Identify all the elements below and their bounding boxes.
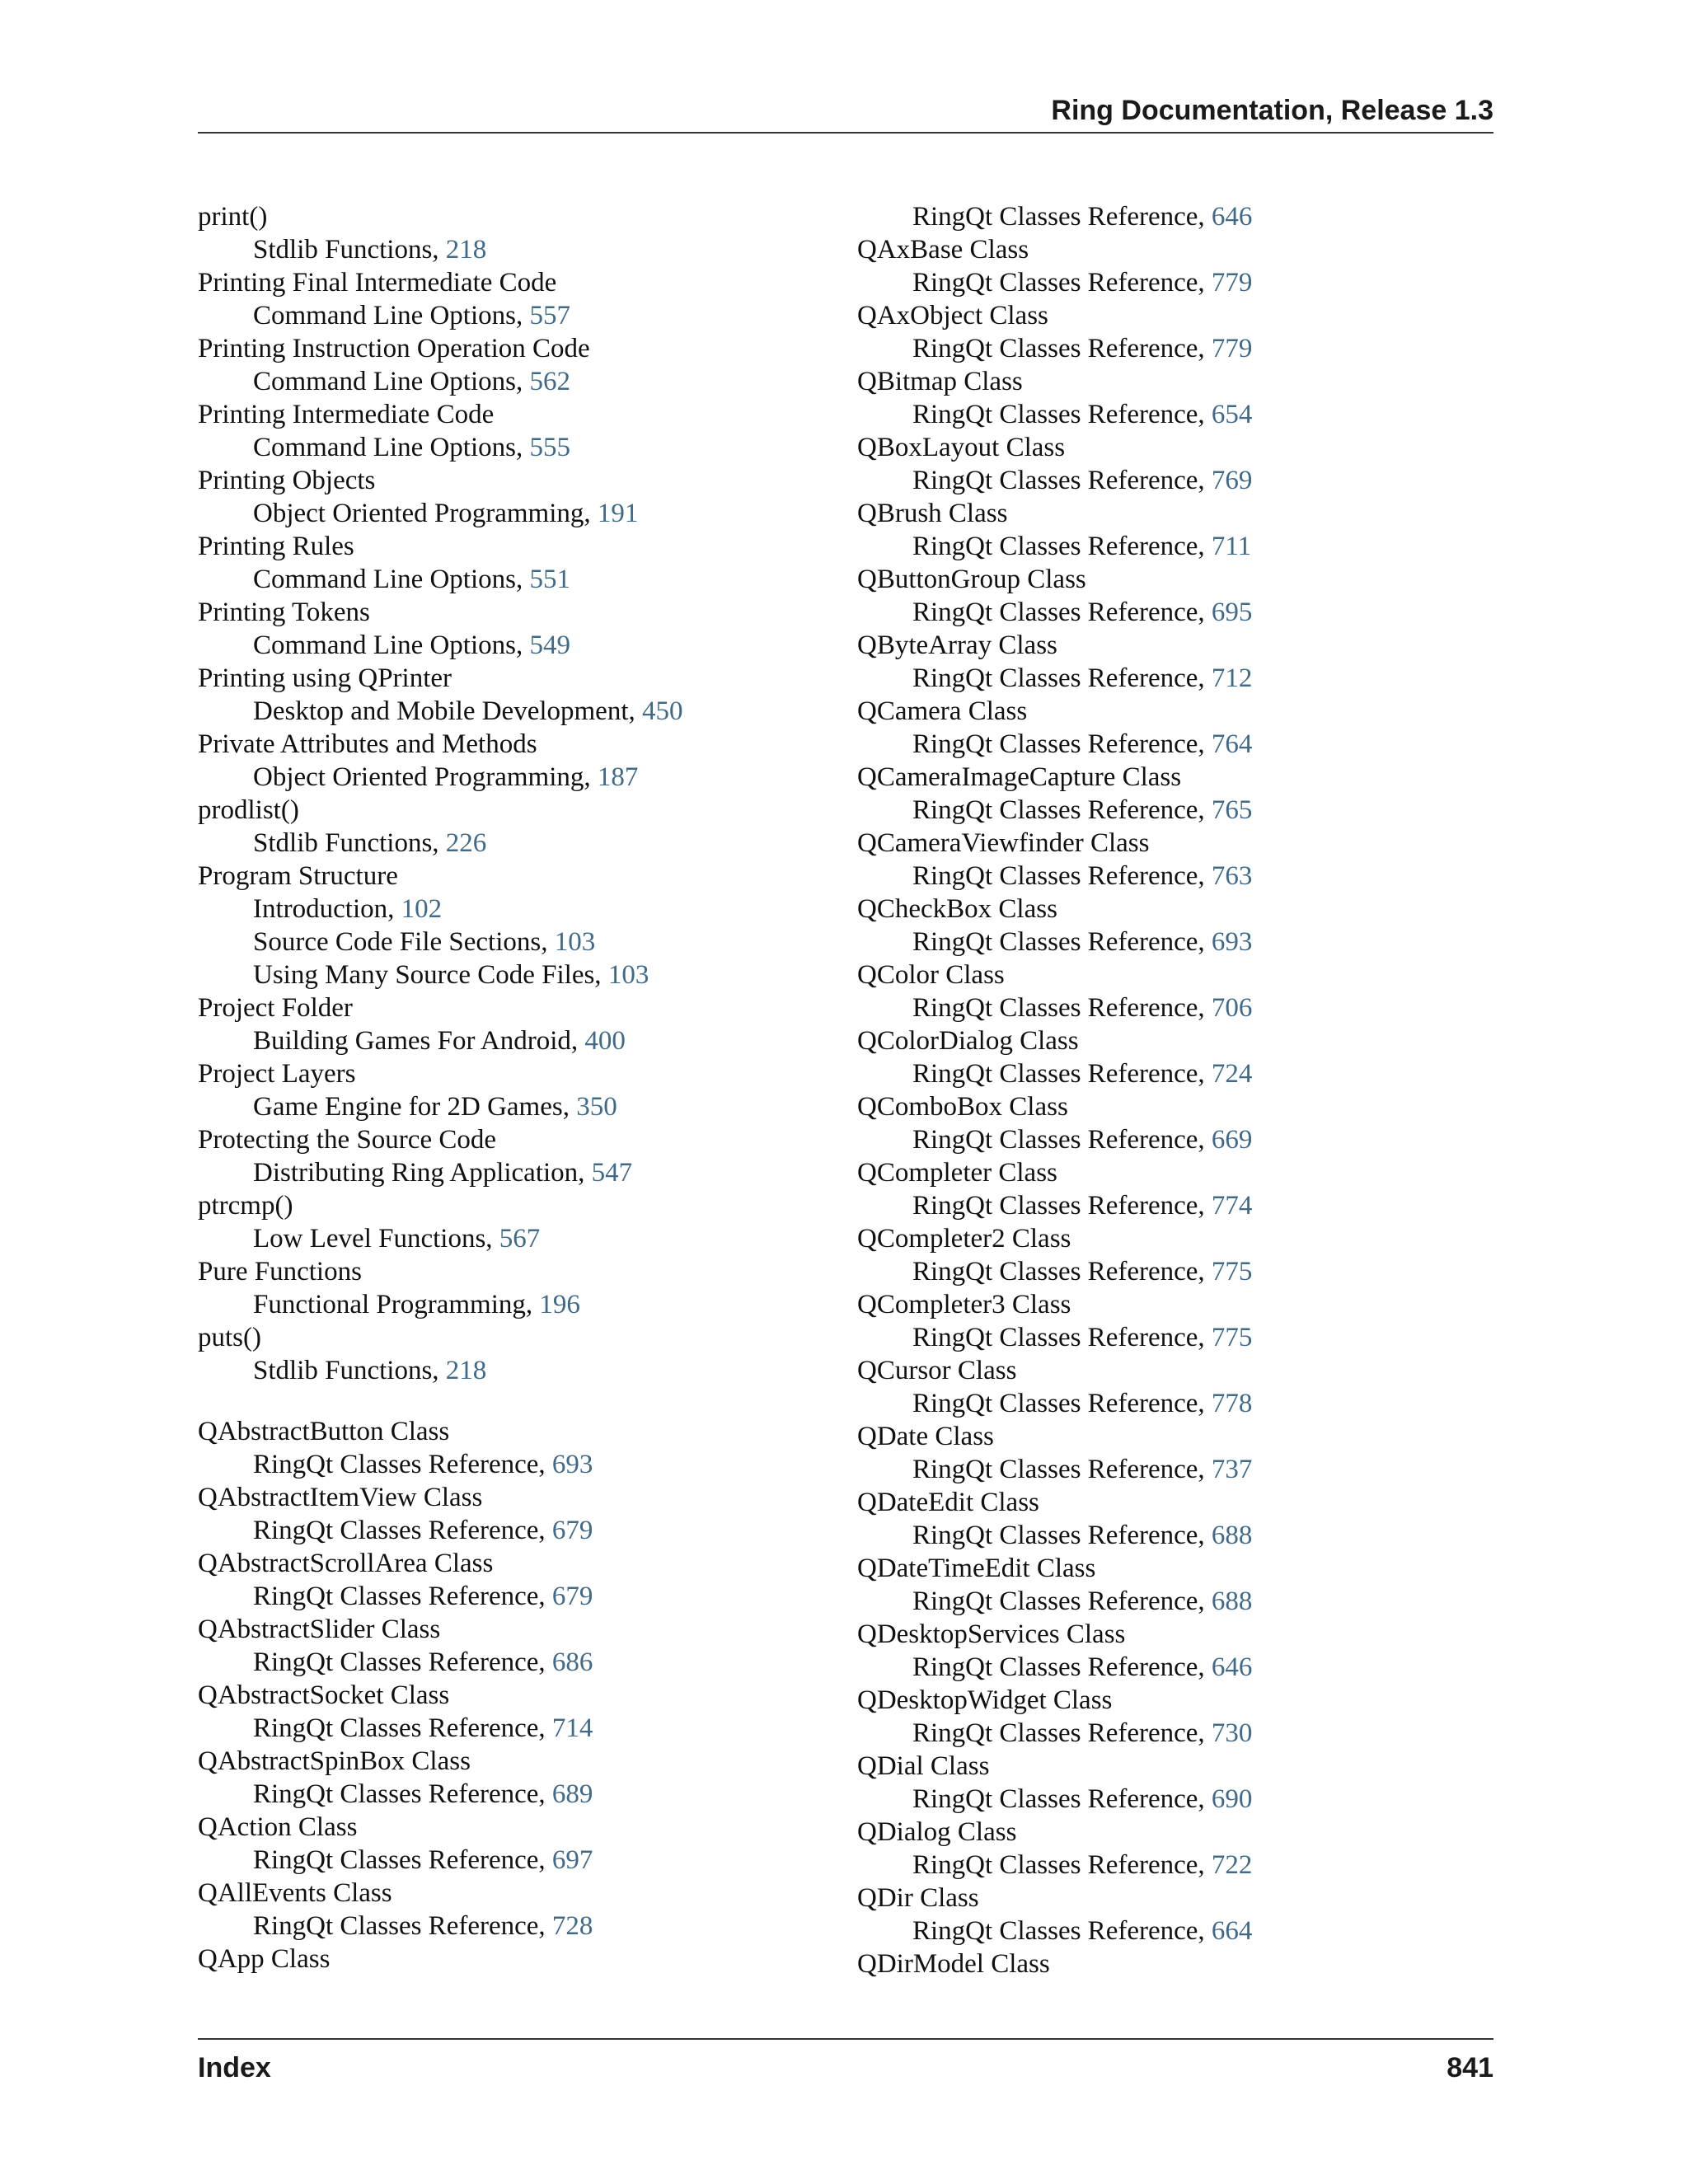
page-reference-link[interactable]: 567 [499, 1224, 541, 1254]
footer-section-label: Index [198, 2052, 271, 2083]
entry-term: Printing Tokens [198, 598, 370, 627]
page-reference-link[interactable]: 774 [1211, 1191, 1253, 1221]
entry-term: QDesktopServices Class [857, 1619, 1126, 1649]
page-reference-link[interactable]: 778 [1211, 1389, 1253, 1418]
index-subentry [857, 1519, 1484, 1552]
index-entry [198, 1415, 824, 1448]
page-reference-link[interactable]: 693 [551, 1450, 593, 1479]
page-reference-link[interactable]: 218 [445, 1356, 487, 1385]
index-subentry [198, 1024, 824, 1057]
page-reference-link[interactable]: 102 [401, 894, 443, 924]
page-reference-link[interactable]: 724 [1211, 1059, 1253, 1089]
entry-term: Printing using QPrinter [198, 663, 452, 693]
subentry-label: RingQt Classes Reference, [912, 1718, 1212, 1748]
page-reference-link[interactable]: 555 [529, 433, 570, 462]
subentry-label: Object Oriented Programming, [253, 762, 598, 792]
index-entry [857, 431, 1484, 464]
index-subentry [198, 1448, 824, 1481]
page-reference-link[interactable]: 191 [597, 499, 639, 528]
page-reference-link[interactable]: 722 [1211, 1850, 1253, 1880]
subentry-label: Using Many Source Code Files, [253, 960, 608, 990]
entry-term: QCompleter3 Class [857, 1290, 1071, 1319]
entry-term: QBrush Class [857, 499, 1008, 528]
page-reference-link[interactable]: 712 [1211, 663, 1253, 693]
index-subentry [198, 893, 824, 926]
index-subentry [198, 926, 824, 958]
subentry-label: RingQt Classes Reference, [912, 1586, 1212, 1616]
subentry-label: RingQt Classes Reference, [912, 663, 1212, 693]
page-reference-link[interactable]: 679 [551, 1516, 593, 1545]
page-reference-link[interactable]: 400 [584, 1026, 626, 1056]
entry-term: QButtonGroup Class [857, 565, 1086, 594]
subentry-label: RingQt Classes Reference, [912, 861, 1212, 891]
entry-term: QDir Class [857, 1883, 979, 1913]
page-reference-link[interactable]: 549 [529, 630, 570, 660]
entry-term: QAxBase Class [857, 235, 1029, 265]
subentry-label: Distributing Ring Application, [253, 1158, 592, 1188]
index-subentry [857, 1321, 1484, 1354]
entry-term: prodlist() [198, 795, 299, 825]
index-subentry [857, 926, 1484, 958]
subentry-label: RingQt Classes Reference, [912, 927, 1212, 957]
entry-term: QDial Class [857, 1751, 990, 1781]
page-reference-link[interactable]: 226 [445, 828, 487, 858]
index-subentry [198, 299, 824, 332]
entry-term: QColor Class [857, 960, 1005, 990]
page-reference-link[interactable]: 646 [1211, 1652, 1253, 1682]
subentry-label: RingQt Classes Reference, [912, 1059, 1212, 1089]
index-entry [857, 1486, 1484, 1519]
entry-term: QCompleter2 Class [857, 1224, 1071, 1254]
index-entry [857, 365, 1484, 398]
entry-term: QDirModel Class [857, 1949, 1050, 1979]
index-entry [198, 1123, 824, 1156]
subentry-label: RingQt Classes Reference, [253, 1647, 552, 1677]
index-entry [857, 1222, 1484, 1255]
subentry-label: RingQt Classes Reference, [912, 1784, 1212, 1814]
subentry-label: Desktop and Mobile Development, [253, 696, 642, 726]
index-subentry [857, 1453, 1484, 1486]
entry-term: Printing Intermediate Code [198, 400, 495, 429]
index-subentry [198, 497, 824, 530]
page-reference-link[interactable]: 688 [1211, 1586, 1253, 1616]
index-subentry [857, 794, 1484, 827]
entry-term: Protecting the Source Code [198, 1125, 497, 1155]
entry-term: QAbstractItemView Class [198, 1483, 483, 1512]
index-subentry [857, 1783, 1484, 1816]
entry-term: Pure Functions [198, 1257, 362, 1286]
page-reference-link[interactable]: 775 [1211, 1257, 1253, 1286]
subentry-label: RingQt Classes Reference, [912, 334, 1212, 363]
index-entry [198, 991, 824, 1024]
subentry-label: RingQt Classes Reference, [912, 466, 1212, 495]
index-entry [198, 1481, 824, 1514]
page-reference-link[interactable]: 688 [1211, 1521, 1253, 1550]
entry-term: QCamera Class [857, 696, 1028, 726]
entry-term: QDate Class [857, 1422, 994, 1451]
entry-term: QAxObject Class [857, 301, 1048, 330]
subentry-label: RingQt Classes Reference, [912, 1125, 1212, 1155]
index-entry [857, 695, 1484, 728]
subentry-label: RingQt Classes Reference, [912, 729, 1212, 759]
entry-term: QDateTimeEdit Class [857, 1554, 1096, 1583]
index-entry [198, 1057, 824, 1090]
page-footer [198, 2038, 1493, 2088]
page-number: 841 [1447, 2052, 1493, 2083]
index-subentry [857, 728, 1484, 761]
subentry-label: Stdlib Functions, [253, 828, 446, 858]
index-entry [198, 1943, 824, 1975]
subentry-label: RingQt Classes Reference, [912, 1257, 1212, 1286]
index-subentry [198, 958, 824, 991]
subentry-label: RingQt Classes Reference, [912, 1652, 1212, 1682]
index-entry [857, 1750, 1484, 1783]
index-subentry [198, 1514, 824, 1547]
entry-term: QAction Class [198, 1812, 358, 1842]
entry-term: Printing Final Intermediate Code [198, 268, 557, 298]
subentry-label: RingQt Classes Reference, [912, 202, 1212, 232]
index-entry [198, 266, 824, 299]
subentry-label: RingQt Classes Reference, [253, 1845, 552, 1875]
entry-term: Program Structure [198, 861, 398, 891]
subentry-label: RingQt Classes Reference, [912, 1916, 1212, 1946]
entry-term: Printing Rules [198, 532, 354, 561]
index-subentry [857, 1057, 1484, 1090]
subentry-label: RingQt Classes Reference, [912, 598, 1212, 627]
page-reference-link[interactable]: 695 [1211, 598, 1253, 627]
index-subentry [857, 464, 1484, 497]
index-subentry [857, 1915, 1484, 1947]
entry-term: QBoxLayout Class [857, 433, 1066, 462]
index-entry [857, 299, 1484, 332]
index-subentry [198, 761, 824, 794]
index-entry [198, 530, 824, 563]
index-subentry [857, 662, 1484, 695]
index-entry [857, 1420, 1484, 1453]
subentry-label: RingQt Classes Reference, [912, 400, 1212, 429]
page-reference-link[interactable]: 765 [1211, 795, 1253, 825]
index-entry [198, 662, 824, 695]
entry-term: QAbstractScrollArea Class [198, 1549, 494, 1578]
index-subentry [198, 629, 824, 662]
page-reference-link[interactable]: 654 [1211, 400, 1253, 429]
page-reference-link[interactable]: 779 [1211, 334, 1253, 363]
entry-term: QAbstractSlider Class [198, 1615, 441, 1644]
page-reference-link[interactable]: 769 [1211, 466, 1253, 495]
entry-term: QBitmap Class [857, 367, 1023, 396]
index-subentry [857, 596, 1484, 629]
entry-term: QDialog Class [857, 1817, 1017, 1847]
entry-term: Private Attributes and Methods [198, 729, 537, 759]
page-reference-link[interactable]: 103 [607, 960, 649, 990]
index-entry [198, 1189, 824, 1222]
page-reference-link[interactable]: 551 [529, 565, 570, 594]
page-reference-link[interactable]: 664 [1211, 1916, 1253, 1946]
index-entry [857, 1552, 1484, 1585]
index-entry [198, 1745, 824, 1778]
subentry-label: RingQt Classes Reference, [912, 1191, 1212, 1221]
index-entry [857, 1947, 1484, 1980]
index-subentry [857, 1387, 1484, 1420]
index-subentry [198, 1910, 824, 1943]
page-reference-link[interactable]: 350 [576, 1092, 617, 1122]
index-entry [857, 1288, 1484, 1321]
index-entry [857, 497, 1484, 530]
page-reference-link[interactable]: 689 [551, 1779, 593, 1809]
subentry-label: RingQt Classes Reference, [912, 795, 1212, 825]
page-reference-link[interactable]: 679 [551, 1582, 593, 1611]
index-subentry [857, 530, 1484, 563]
index-subentry [198, 1354, 824, 1387]
subentry-label: RingQt Classes Reference, [912, 1521, 1212, 1550]
index-entry [857, 233, 1484, 266]
entry-term: Printing Objects [198, 466, 376, 495]
index-entry [857, 1354, 1484, 1387]
index-subentry [857, 1651, 1484, 1684]
index-subentry [198, 1156, 824, 1189]
subentry-label: Object Oriented Programming, [253, 499, 598, 528]
index-entry [857, 893, 1484, 926]
index-subentry [857, 398, 1484, 431]
index-entry [857, 1882, 1484, 1915]
subentry-label: RingQt Classes Reference, [253, 1779, 552, 1809]
index-subentry [198, 1844, 824, 1877]
entry-term: QCameraViewfinder Class [857, 828, 1150, 858]
entry-term: Project Folder [198, 993, 353, 1023]
page-reference-link[interactable]: 728 [551, 1911, 593, 1941]
subentry-label: Command Line Options, [253, 301, 530, 330]
entry-term: Printing Instruction Operation Code [198, 334, 590, 363]
subentry-label: RingQt Classes Reference, [253, 1450, 552, 1479]
index-subentry [198, 431, 824, 464]
index-entry [198, 1255, 824, 1288]
page-reference-link[interactable]: 737 [1211, 1455, 1253, 1484]
entry-term: Project Layers [198, 1059, 356, 1089]
index-subentry [857, 266, 1484, 299]
subentry-label: Source Code File Sections, [253, 927, 555, 957]
page-reference-link[interactable]: 562 [529, 367, 570, 396]
subentry-label: RingQt Classes Reference, [253, 1582, 552, 1611]
index-entry [857, 563, 1484, 596]
entry-term: QAllEvents Class [198, 1878, 392, 1908]
entry-term: QApp Class [198, 1944, 331, 1974]
subentry-label: RingQt Classes Reference, [912, 268, 1212, 298]
page-reference-link[interactable]: 103 [554, 927, 596, 957]
document-title: Ring Documentation, Release 1.3 [1051, 95, 1493, 126]
subentry-label: RingQt Classes Reference, [912, 1850, 1212, 1880]
index-subentry [198, 1090, 824, 1123]
entry-term: puts() [198, 1323, 261, 1352]
entry-term: QAbstractSocket Class [198, 1680, 450, 1710]
page-reference-link[interactable]: 686 [551, 1647, 593, 1677]
subentry-label: RingQt Classes Reference, [912, 1455, 1212, 1484]
subentry-label: RingQt Classes Reference, [912, 532, 1212, 561]
index-entry [198, 1811, 824, 1844]
subentry-label: Command Line Options, [253, 565, 530, 594]
entry-term: QDateEdit Class [857, 1488, 1039, 1517]
entry-term: print() [198, 202, 268, 232]
subentry-label: Low Level Functions, [253, 1224, 499, 1254]
page-reference-link[interactable]: 779 [1211, 268, 1253, 298]
index-entry [857, 1156, 1484, 1189]
index-entry [198, 1547, 824, 1580]
page-reference-link[interactable]: 218 [445, 235, 487, 265]
index-subentry [198, 1646, 824, 1679]
index-subentry [198, 1222, 824, 1255]
index-subentry [198, 1778, 824, 1811]
page-reference-link[interactable]: 706 [1211, 993, 1253, 1023]
page-reference-link[interactable]: 547 [591, 1158, 633, 1188]
page-reference-link[interactable]: 763 [1211, 861, 1253, 891]
subentry-label: Building Games For Android, [253, 1026, 585, 1056]
subentry-label: Introduction, [253, 894, 401, 924]
index-entry [857, 1024, 1484, 1057]
index-entry [857, 1816, 1484, 1849]
index-subentry [857, 1123, 1484, 1156]
index-subentry [198, 365, 824, 398]
index-entry [857, 958, 1484, 991]
index-subentry [857, 1255, 1484, 1288]
subentry-label: RingQt Classes Reference, [253, 1713, 552, 1743]
entry-term: QAbstractSpinBox Class [198, 1746, 471, 1776]
page-reference-link[interactable]: 669 [1211, 1125, 1253, 1155]
entry-term: QByteArray Class [857, 630, 1057, 660]
page-reference-link[interactable]: 646 [1211, 202, 1253, 232]
page-reference-link[interactable]: 690 [1211, 1784, 1253, 1814]
subentry-label: Game Engine for 2D Games, [253, 1092, 577, 1122]
entry-term: QCompleter Class [857, 1158, 1057, 1188]
entry-term: QCameraImageCapture Class [857, 762, 1182, 792]
index-subentry [198, 233, 824, 266]
page-reference-link[interactable]: 730 [1211, 1718, 1253, 1748]
index-subentry [857, 860, 1484, 893]
index-entry [857, 827, 1484, 860]
page-reference-link[interactable]: 764 [1211, 729, 1253, 759]
index-entry [198, 200, 824, 233]
index-entry [198, 332, 824, 365]
index-subentry [198, 827, 824, 860]
page-reference-link[interactable]: 693 [1211, 927, 1253, 957]
subentry-label: Functional Programming, [253, 1290, 540, 1319]
index-entry [198, 794, 824, 827]
entry-term: QCheckBox Class [857, 894, 1057, 924]
subentry-label: RingQt Classes Reference, [253, 1911, 552, 1941]
entry-term: ptrcmp() [198, 1191, 293, 1221]
index-entry [857, 1618, 1484, 1651]
page-reference-link[interactable]: 557 [529, 301, 570, 330]
entry-term: QComboBox Class [857, 1092, 1068, 1122]
index-subentry [857, 991, 1484, 1024]
page-reference-link[interactable]: 714 [551, 1713, 593, 1743]
index-subentry [198, 695, 824, 728]
index-subentry [198, 563, 824, 596]
subentry-label: Command Line Options, [253, 367, 530, 396]
page-reference-link[interactable]: 196 [539, 1290, 580, 1319]
index-entry [857, 1090, 1484, 1123]
index-subentry [857, 200, 1484, 233]
index-entry [198, 860, 824, 893]
index-subentry [198, 1580, 824, 1613]
index-entry [198, 464, 824, 497]
subentry-label: Stdlib Functions, [253, 235, 446, 265]
index-entry [198, 1613, 824, 1646]
page-reference-link[interactable]: 450 [642, 696, 683, 726]
entry-term: QColorDialog Class [857, 1026, 1079, 1056]
entry-term: QCursor Class [857, 1356, 1017, 1385]
index-entry [857, 761, 1484, 794]
index-column-left [198, 200, 824, 1975]
index-entry [198, 728, 824, 761]
entry-term: QAbstractButton Class [198, 1417, 450, 1446]
subentry-label: Stdlib Functions, [253, 1356, 446, 1385]
index-entry [857, 1684, 1484, 1717]
index-entry [198, 1679, 824, 1712]
index-subentry [198, 1288, 824, 1321]
index-entry [198, 1877, 824, 1910]
subentry-label: RingQt Classes Reference, [912, 1389, 1212, 1418]
index-column-right [857, 200, 1484, 1980]
page-reference-link[interactable]: 775 [1211, 1323, 1253, 1352]
subentry-label: Command Line Options, [253, 630, 530, 660]
page-reference-link[interactable]: 711 [1211, 532, 1252, 561]
index-subentry [857, 1849, 1484, 1882]
index-subentry [857, 1717, 1484, 1750]
subentry-label: Command Line Options, [253, 433, 530, 462]
subentry-label: RingQt Classes Reference, [912, 993, 1212, 1023]
index-subentry [857, 332, 1484, 365]
index-subentry [198, 1712, 824, 1745]
subentry-label: RingQt Classes Reference, [912, 1323, 1212, 1352]
index-entry [198, 1321, 824, 1354]
entry-term: QDesktopWidget Class [857, 1685, 1113, 1715]
index-subentry [857, 1189, 1484, 1222]
page-header [198, 92, 1493, 134]
index-subentry [857, 1585, 1484, 1618]
index-entry [198, 596, 824, 629]
index-entry [198, 398, 824, 431]
page-reference-link[interactable]: 697 [551, 1845, 593, 1875]
subentry-label: RingQt Classes Reference, [253, 1516, 552, 1545]
page-reference-link[interactable]: 187 [597, 762, 639, 792]
index-entry [857, 629, 1484, 662]
